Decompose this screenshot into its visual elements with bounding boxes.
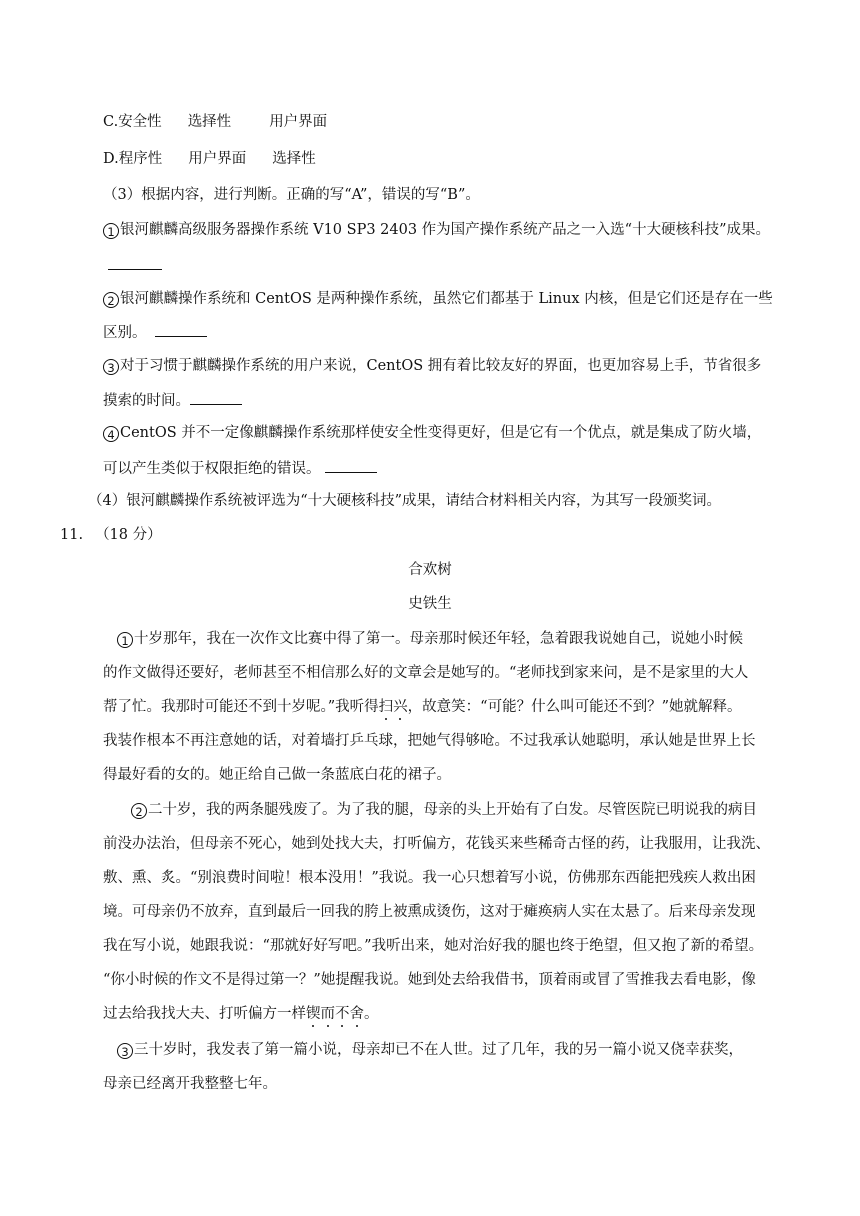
p1-line-5: 得最好看的女的。她正给自己做一条蓝底白花的裙子。 — [103, 767, 451, 783]
q3-item-2-text-2: 区别。 — [103, 325, 147, 341]
p2-line-4: 境。可母亲仍不放弃，直到最后一回我的胯上被熏成烫伤，这对于瘫痪病人实在太悬了。后来母亲发现 — [103, 904, 756, 920]
p3-text-1: 三十岁时，我发表了第一篇小说，母亲却已不在人世。过了几年，我的另一篇小说又侥幸获奖， — [134, 1042, 743, 1058]
q3-item-1-text: 银河麒麟高级服务器操作系统 V10 SP3 2403 作为国产操作系统产品之一入选“十大硬核科技”成果。 — [120, 222, 770, 238]
q3-item-3-text-2: 摸索的时间。 — [103, 393, 190, 409]
p3-line-2: 母亲已经离开我整整七年。 — [103, 1076, 277, 1092]
option-d-c: 选择性 — [272, 151, 316, 167]
q3-item-2-text: 银河麒麟操作系统和 CentOS 是两种操作系统，虽然它们都基于 Linux 内核，但是它们还是存在一些 — [120, 291, 773, 307]
p1-text-1: 十岁那年，我在一次作文比赛中得了第一。母亲那时候还年轻，急着跟我说她自己，说她小时候 — [134, 631, 743, 647]
article-title: 合欢树 — [408, 562, 452, 578]
option-c-b: 选择性 — [187, 114, 232, 130]
option-c — [103, 112, 327, 132]
p2-text-1: 二十岁，我的两条腿残废了。为了我的腿，母亲的头上开始有了白发。尽管医院已明说我的病目 — [148, 802, 757, 818]
p2-line-7 — [103, 1004, 379, 1024]
q3-item-4 — [103, 423, 761, 443]
p1-line-4: 我装作根本不再注意她的话，对着墙打乒乓球，把她气得够呛。不过我承认她聪明，承认她是世界上长 — [103, 733, 756, 749]
circle-number-p3: 3 — [117, 1043, 133, 1059]
p1-line-3 — [103, 697, 742, 717]
p1-text-3c: ，故意笑：“可能？什么叫可能还不到？”她就解释。 — [407, 699, 742, 715]
option-d-b: 用户界面 — [188, 151, 247, 167]
p2-line-6: “你小时候的作文不是得过第一？”她提醒我说。她到处去给我借书，顶着雨或冒了雪推我去看电影，像 — [103, 972, 756, 988]
q3-item-4-cont — [103, 458, 377, 479]
q3-item-3-text: 对于习惯于麒麟操作系统的用户来说，CentOS 拥有着比较友好的界面，也更加容易上手，节省很多 — [120, 358, 762, 374]
p2-text-7a: 过去给我找大夫、打听偏方一样 — [103, 1006, 306, 1022]
p2-text-7c: 。 — [364, 1006, 379, 1022]
emphasis-char: 锲 — [306, 1006, 321, 1022]
q3-item-3 — [103, 356, 761, 376]
q3-item-2-cont — [103, 322, 207, 343]
p1-line-1 — [117, 629, 743, 649]
q3-item-4-text: CentOS 并不一定像麒麟操作系统那样使安全性变得更好，但是它有一个优点，就是集成了防火墙， — [120, 425, 762, 441]
q3-item-3-cont — [103, 390, 242, 411]
answer-blank-1[interactable] — [108, 255, 162, 270]
q3-prompt: （3）根据内容，进行判断。正确的写“A”，错误的写“B”。 — [103, 187, 480, 203]
emphasis-char: 舍 — [349, 1006, 364, 1022]
answer-blank-3[interactable] — [190, 390, 242, 405]
emphasized-word-qieerbushe — [306, 1006, 364, 1022]
circle-number-3: 3 — [103, 359, 119, 375]
q11-points: （18 分） — [95, 527, 162, 543]
p1-text-3a: 帮了忙。我那时可能还不到十岁呢。”我听得 — [103, 699, 379, 715]
p1-line-2: 的作文做得还要好，老师甚至不相信那么好的文章会是她写的。“老师找到家来问，是不是家里的大人 — [103, 665, 749, 681]
circle-number-2: 2 — [103, 292, 119, 308]
circle-number-p2: 2 — [131, 803, 147, 819]
circle-number-1: 1 — [103, 223, 119, 239]
q11-number: 11. — [60, 527, 84, 543]
p2-line-3: 敷、熏、炙。“别浪费时间啦！根本没用！”我说。我一心只想着写小说，仿佛那东西能把残疾人救出困 — [103, 870, 756, 886]
article-author: 史铁生 — [408, 596, 452, 612]
option-d — [103, 149, 316, 169]
q4-prompt: （4）银河麒麟操作系统被评选为“十大硬核科技”成果，请结合材料相关内容，为其写一段颁奖词。 — [88, 493, 722, 509]
option-c-c: 用户界面 — [269, 114, 328, 130]
q3-item-1 — [103, 220, 770, 240]
option-d-letter: D.程序性 — [103, 151, 163, 167]
p2-line-5: 我在写小说，她跟我说：“那就好好写吧。”我听出来，她对治好我的腿也终于绝望，但又抱了新的希望。 — [103, 938, 764, 954]
emphasis-char: 兴 — [393, 699, 408, 715]
answer-blank-4[interactable] — [325, 458, 377, 473]
p2-line-1 — [131, 800, 757, 820]
q3-item-2 — [103, 289, 773, 309]
option-c-letter: C.安全性 — [103, 114, 162, 130]
p2-line-2: 前没办法治，但母亲不死心，她到处找大夫，打听偏方，花钱买来些稀奇古怪的药，让我服用，让我洗、 — [103, 836, 770, 852]
q3-item-1-answer[interactable] — [108, 255, 162, 276]
answer-blank-2[interactable] — [155, 322, 207, 337]
emphasis-char: 不 — [335, 1006, 350, 1022]
q11-header — [60, 525, 162, 545]
circle-number-4: 4 — [103, 426, 119, 442]
p3-line-1 — [117, 1040, 743, 1060]
circle-number-p1: 1 — [117, 632, 133, 648]
emphasis-char: 而 — [320, 1006, 335, 1022]
q3-item-4-text-2: 可以产生类似于权限拒绝的错误。 — [103, 461, 321, 477]
emphasis-char: 扫 — [378, 699, 394, 715]
emphasized-word-saoxing — [379, 699, 408, 715]
